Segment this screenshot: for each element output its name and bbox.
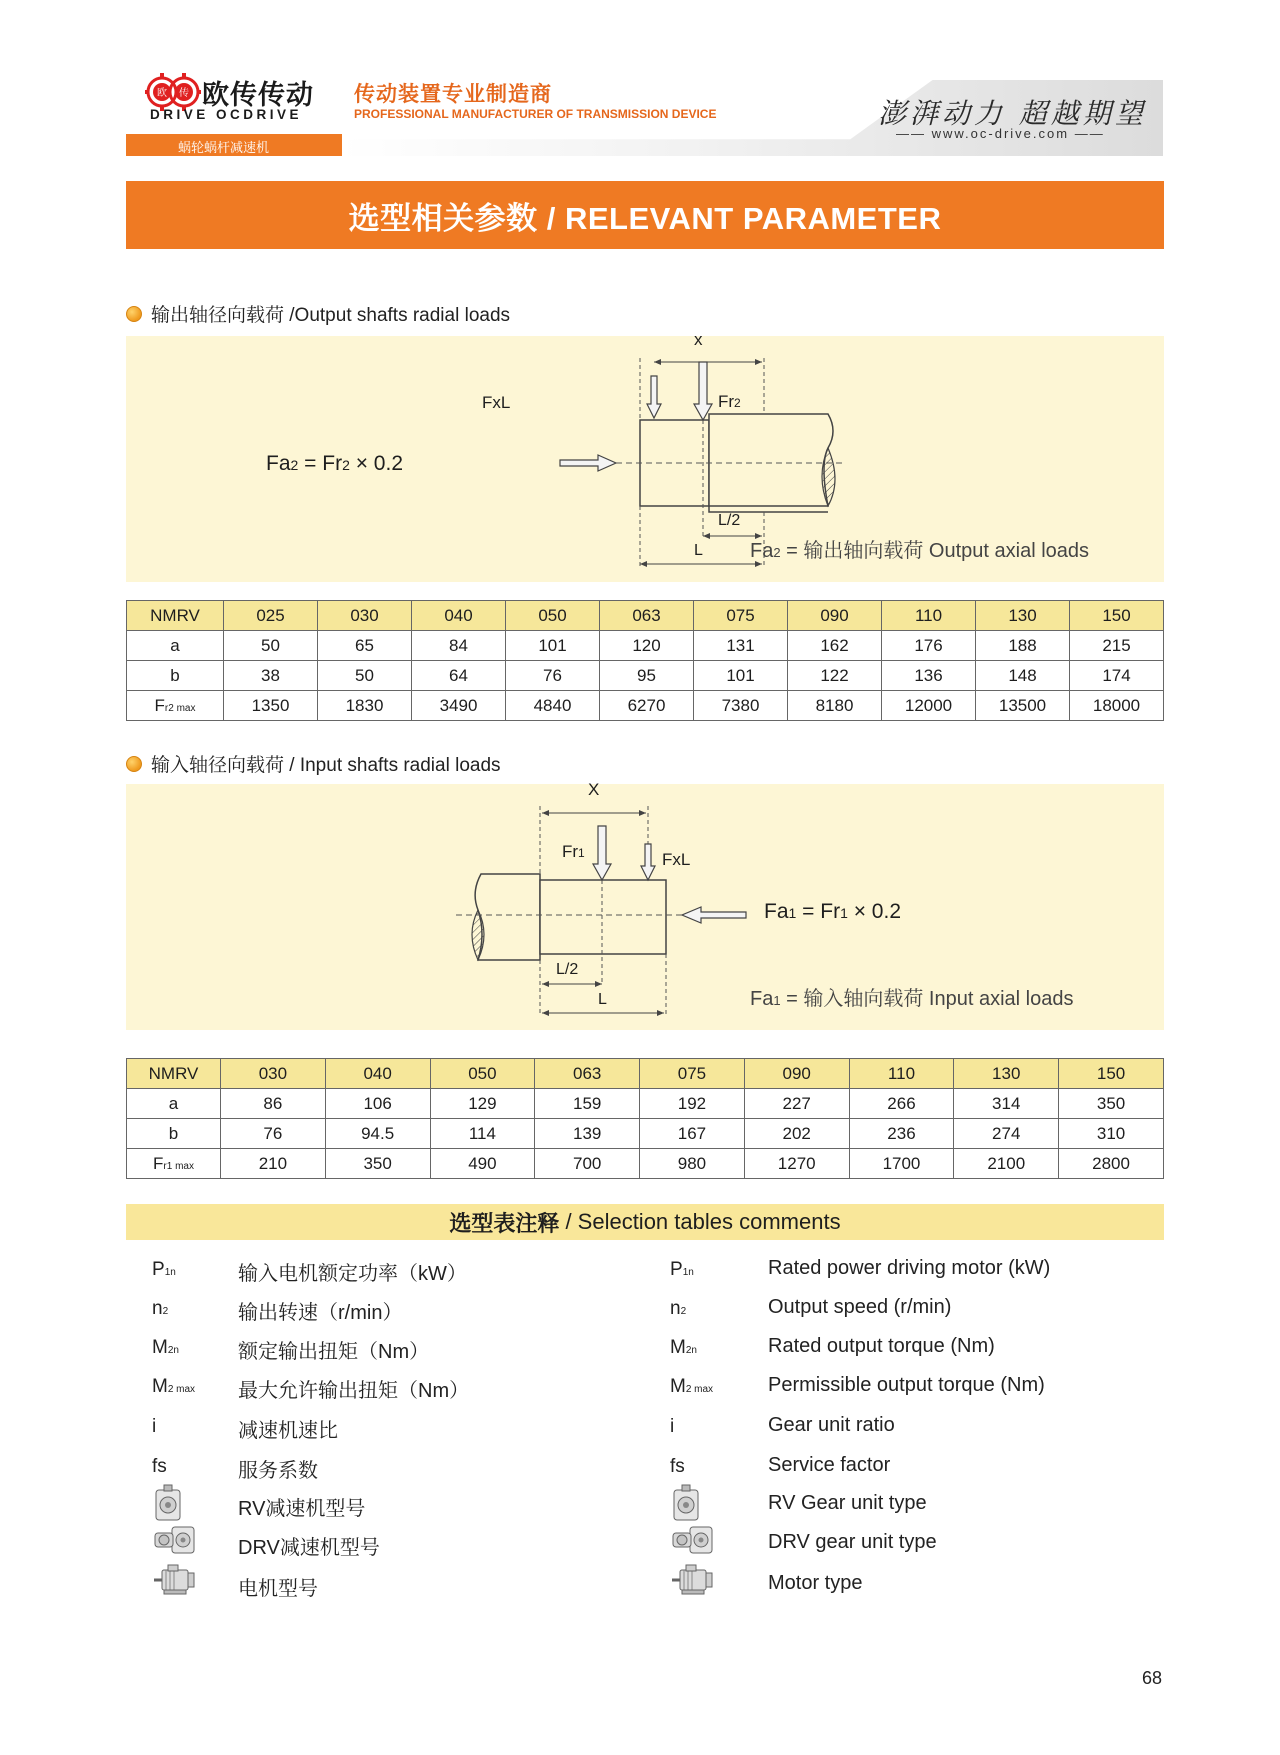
comment-description-en: Rated power driving motor (kW) xyxy=(768,1257,1051,1279)
table-cell: 76 xyxy=(506,661,600,691)
table-cell: 129 xyxy=(430,1089,535,1119)
comment-description-en: Service factor xyxy=(768,1454,891,1476)
input-note-a-sub: 1 xyxy=(773,993,781,1008)
brand-name-en: DRIVE OCDRIVE xyxy=(150,107,303,122)
comment-symbol xyxy=(670,1416,674,1438)
output_section-model-size: 090 xyxy=(788,601,882,631)
comment-symbol xyxy=(670,1337,697,1359)
drv-gearbox-icon xyxy=(670,1523,716,1565)
table-cell: 94.5 xyxy=(325,1119,430,1149)
comments-heading xyxy=(126,1204,1164,1240)
comment-description-cn: 电机型号 xyxy=(238,1578,318,1600)
output-note-b: = 输出轴向载荷 Output axial loads xyxy=(780,540,1090,562)
comment-symbol-sub: 1n xyxy=(682,1267,694,1278)
row-label-text: a xyxy=(170,635,180,655)
table-cell: 167 xyxy=(640,1119,745,1149)
output-fr-sub: 2 xyxy=(734,396,741,410)
input-axial-note xyxy=(750,982,1073,1011)
table-cell: 101 xyxy=(506,631,600,661)
row-label-text: F xyxy=(154,695,165,715)
table-cell: 700 xyxy=(535,1149,640,1179)
comment-symbol-sub: 1n xyxy=(164,1267,176,1278)
comment-symbol xyxy=(152,1376,195,1398)
bullet-icon xyxy=(126,756,142,772)
output-axial-equation xyxy=(266,452,403,476)
table-cell: 106 xyxy=(325,1089,430,1119)
input-note-b: = 输入轴向载荷 Input axial loads xyxy=(780,988,1074,1010)
input_section-model-size: 063 xyxy=(535,1059,640,1089)
comment-symbol xyxy=(152,1456,167,1478)
motor-icon xyxy=(152,1564,200,1604)
table-cell: 174 xyxy=(1070,661,1164,691)
website: —— www.oc-drive.com —— xyxy=(896,126,1105,141)
input_section-model-size: 110 xyxy=(849,1059,954,1089)
motor-icon xyxy=(152,1564,200,1598)
table-cell: 162 xyxy=(788,631,882,661)
table-cell: 215 xyxy=(1070,631,1164,661)
row-label xyxy=(127,1119,221,1149)
page-number: 68 xyxy=(1142,1668,1163,1688)
output-length-label: L xyxy=(694,542,703,559)
output-note-a-sub: 2 xyxy=(773,545,781,560)
comment-symbol-text: i xyxy=(670,1416,675,1437)
table-cell: 3490 xyxy=(412,691,506,721)
row-label xyxy=(127,661,224,691)
table-cell: 114 xyxy=(430,1119,535,1149)
input-loads-table xyxy=(126,1058,1164,1179)
input-x-label: X xyxy=(588,780,600,799)
input-eq-c: × 0.2 xyxy=(847,900,902,923)
output_section-model-size: 150 xyxy=(1070,601,1164,631)
table-cell: 236 xyxy=(849,1119,954,1149)
output_section-model-label: NMRV xyxy=(127,601,224,631)
comment-description-cn: 服务系数 xyxy=(238,1460,318,1482)
row-label-text: a xyxy=(168,1093,179,1113)
input_section-model-size: 075 xyxy=(640,1059,745,1089)
table-cell: 7380 xyxy=(694,691,788,721)
output_section-model-size: 050 xyxy=(506,601,600,631)
comment-symbol-text: M xyxy=(670,1337,686,1358)
row-label-text: b xyxy=(170,665,180,685)
output-eq-b-sub: 2 xyxy=(342,457,350,473)
table-row xyxy=(127,691,1164,721)
logo-letter-right: 传 xyxy=(179,88,189,99)
table-cell: 84 xyxy=(412,631,506,661)
table-cell: 490 xyxy=(430,1149,535,1179)
comment-symbol xyxy=(670,1376,713,1398)
input-fr-text: Fr xyxy=(562,842,579,861)
comments-heading-en: / Selection tables comments xyxy=(565,1209,841,1234)
row-label-sub: r2 max xyxy=(164,702,196,714)
comment-symbol-text: M xyxy=(152,1376,168,1397)
comment-symbol-sub: 2 max xyxy=(685,1384,714,1395)
table-cell: 18000 xyxy=(1070,691,1164,721)
comment-symbol-text: fs xyxy=(152,1456,167,1477)
comment-description-en: DRV gear unit type xyxy=(768,1531,937,1553)
input-eq-a: Fa xyxy=(764,900,789,923)
row-label xyxy=(127,631,224,661)
input_section-model-size: 040 xyxy=(325,1059,430,1089)
motor-icon xyxy=(670,1564,718,1604)
input-length-label: L xyxy=(598,991,607,1008)
input-diagram-panel xyxy=(126,780,1164,1030)
input_section-model-size: 050 xyxy=(430,1059,535,1089)
comment-description-cn: 减速机速比 xyxy=(238,1420,338,1442)
comment-description-en: Permissible output torque (Nm) xyxy=(768,1374,1045,1396)
output-axial-note xyxy=(750,534,1089,563)
table-cell: 6270 xyxy=(600,691,694,721)
row-label xyxy=(127,1149,221,1179)
table-cell: 310 xyxy=(1059,1119,1164,1149)
input-eq-a-sub: 1 xyxy=(788,905,797,921)
comment-symbol-text: M xyxy=(670,1376,686,1397)
input_section-model-size: 030 xyxy=(221,1059,326,1089)
output-eq-c: × 0.2 xyxy=(349,452,404,475)
tagline-en: PROFESSIONAL MANUFACTURER OF TRANSMISSION DEVICE xyxy=(354,107,717,121)
output-section-heading xyxy=(126,300,510,327)
row-label xyxy=(127,691,224,721)
row-label-text: b xyxy=(168,1123,179,1143)
input-fr-sub: 1 xyxy=(578,846,585,860)
output-section-heading-text: 输出轴径向载荷 /Output shafts radial loads xyxy=(151,305,511,326)
comment-description-en: Rated output torque (Nm) xyxy=(768,1335,995,1357)
table-row xyxy=(127,631,1164,661)
input_section-model-label: NMRV xyxy=(127,1059,221,1089)
table-row xyxy=(127,1089,1164,1119)
drv-gearbox-icon xyxy=(152,1523,198,1559)
comments-heading-cn: 选型表注释 xyxy=(449,1210,560,1236)
table-cell: 131 xyxy=(694,631,788,661)
comment-symbol-text: P xyxy=(670,1259,683,1280)
brand-name-cn: 欧传传动 xyxy=(202,80,314,110)
table-cell: 136 xyxy=(882,661,976,691)
comment-symbol-sub: 2 max xyxy=(167,1384,196,1395)
output_section-model-size: 130 xyxy=(976,601,1070,631)
category-bar xyxy=(126,134,342,156)
comment-symbol xyxy=(670,1298,686,1320)
table-cell: 1270 xyxy=(744,1149,849,1179)
table-cell: 95 xyxy=(600,661,694,691)
output-eq-a: Fa xyxy=(266,452,291,475)
table-cell: 12000 xyxy=(882,691,976,721)
table-cell: 1830 xyxy=(318,691,412,721)
output_section-header-row xyxy=(127,601,1164,631)
input_section-model-size: 090 xyxy=(744,1059,849,1089)
table-row xyxy=(127,1119,1164,1149)
comment-symbol-text: fs xyxy=(670,1456,685,1477)
table-cell: 13500 xyxy=(976,691,1070,721)
comment-symbol xyxy=(670,1259,694,1281)
comment-description-cn: 输出转速（r/min） xyxy=(238,1302,403,1324)
table-cell: 188 xyxy=(976,631,1070,661)
output_section-model-size: 063 xyxy=(600,601,694,631)
comment-symbol-sub: 2 xyxy=(162,1306,169,1317)
table-cell: 274 xyxy=(954,1119,1059,1149)
drv-gearbox-icon xyxy=(670,1523,716,1559)
input-section-heading-text: 输入轴径向载荷 / Input shafts radial loads xyxy=(151,755,501,776)
comment-description-cn: 最大允许输出扭矩（Nm） xyxy=(238,1380,470,1402)
output-fr-label xyxy=(718,392,741,412)
comment-description-en: Gear unit ratio xyxy=(768,1414,895,1436)
comment-symbol xyxy=(152,1337,179,1359)
table-cell: 210 xyxy=(221,1149,326,1179)
drv-gearbox-icon xyxy=(152,1523,198,1565)
output-half-length-label: L/2 xyxy=(718,512,741,529)
table-cell: 1700 xyxy=(849,1149,954,1179)
table-cell: 65 xyxy=(318,631,412,661)
table-cell: 202 xyxy=(744,1119,849,1149)
output-eq-a-sub: 2 xyxy=(290,457,299,473)
table-cell: 139 xyxy=(535,1119,640,1149)
table-row xyxy=(127,1149,1164,1179)
table-cell: 192 xyxy=(640,1089,745,1119)
table-cell: 350 xyxy=(1059,1089,1164,1119)
comment-symbol xyxy=(152,1259,176,1281)
input-eq-b: = Fr xyxy=(796,900,841,923)
comment-description-en: Output speed (r/min) xyxy=(768,1296,952,1318)
output-fxl-label: FxL xyxy=(482,393,511,412)
tagline-cn: 传动装置专业制造商 xyxy=(354,83,552,106)
comment-symbol xyxy=(670,1456,685,1478)
output-note-a: Fa xyxy=(750,540,774,562)
motor-icon xyxy=(670,1564,718,1598)
input-fr-label xyxy=(562,842,585,862)
input_section-model-size: 130 xyxy=(954,1059,1059,1089)
comment-symbol-text: M xyxy=(152,1337,168,1358)
comment-symbol xyxy=(152,1298,168,1320)
bullet-icon xyxy=(126,306,142,322)
output_section-model-size: 110 xyxy=(882,601,976,631)
comment-symbol-sub: 2n xyxy=(685,1345,697,1356)
comment-description-cn: 额定输出扭矩（Nm） xyxy=(238,1341,430,1363)
output_section-model-size: 025 xyxy=(224,601,318,631)
table-cell: 4840 xyxy=(506,691,600,721)
table-row xyxy=(127,661,1164,691)
table-cell: 86 xyxy=(221,1089,326,1119)
rv-gearbox-icon xyxy=(152,1484,184,1524)
slogan: 澎湃动力 超越期望 xyxy=(878,97,1147,130)
table-cell: 122 xyxy=(788,661,882,691)
table-cell: 120 xyxy=(600,631,694,661)
output_section-model-size: 075 xyxy=(694,601,788,631)
table-cell: 314 xyxy=(954,1089,1059,1119)
table-cell: 1350 xyxy=(224,691,318,721)
output_section-model-size: 040 xyxy=(412,601,506,631)
table-cell: 980 xyxy=(640,1149,745,1179)
table-cell: 50 xyxy=(318,661,412,691)
table-cell: 159 xyxy=(535,1089,640,1119)
comment-symbol-sub: 2 xyxy=(680,1306,687,1317)
comment-description-cn: RV减速机型号 xyxy=(238,1498,366,1520)
output-fr-text: Fr xyxy=(718,392,735,411)
input_section-model-size: 150 xyxy=(1059,1059,1164,1089)
comment-description-en: Motor type xyxy=(768,1572,863,1594)
table-cell: 266 xyxy=(849,1089,954,1119)
comment-symbol-text: n xyxy=(152,1298,163,1319)
output-diagram-panel xyxy=(126,330,1164,582)
table-cell: 76 xyxy=(221,1119,326,1149)
row-label-sub: r1 max xyxy=(163,1160,194,1172)
comment-description-cn: DRV减速机型号 xyxy=(238,1537,380,1559)
row-label-text: F xyxy=(153,1153,164,1173)
table-cell: 38 xyxy=(224,661,318,691)
table-cell: 2100 xyxy=(954,1149,1059,1179)
output_section-model-size: 030 xyxy=(318,601,412,631)
table-cell: 148 xyxy=(976,661,1070,691)
input_section-header-row xyxy=(127,1059,1164,1089)
table-cell: 176 xyxy=(882,631,976,661)
page-title: 选型相关参数 / RELEVANT PARAMETER xyxy=(126,181,1164,249)
table-cell: 2800 xyxy=(1059,1149,1164,1179)
row-label xyxy=(127,1089,221,1119)
output-loads-table xyxy=(126,600,1164,721)
input-section-heading xyxy=(126,750,501,777)
table-cell: 350 xyxy=(325,1149,430,1179)
logo-letter-left: 欧 xyxy=(157,88,167,99)
comment-symbol xyxy=(152,1416,156,1438)
comment-description-en: RV Gear unit type xyxy=(768,1492,927,1514)
input-half-length-label: L/2 xyxy=(556,961,579,978)
comment-symbol-text: i xyxy=(152,1416,157,1437)
rv-gearbox-icon xyxy=(670,1484,702,1524)
category-label: 蜗轮蜗杆减速机 xyxy=(178,140,270,155)
table-cell: 64 xyxy=(412,661,506,691)
output-eq-b: = Fr xyxy=(298,452,343,475)
input-fxl-label: FxL xyxy=(662,850,691,869)
input-eq-b-sub: 1 xyxy=(840,905,848,921)
output-x-label: x xyxy=(694,330,703,349)
input-axial-equation xyxy=(764,900,901,924)
comment-symbol-text: P xyxy=(152,1259,165,1280)
input-note-a: Fa xyxy=(750,988,774,1010)
table-cell: 8180 xyxy=(788,691,882,721)
table-cell: 50 xyxy=(224,631,318,661)
comment-description-cn: 输入电机额定功率（kW） xyxy=(238,1263,467,1285)
comment-symbol-text: n xyxy=(670,1298,681,1319)
table-cell: 227 xyxy=(744,1089,849,1119)
table-cell: 101 xyxy=(694,661,788,691)
comment-symbol-sub: 2n xyxy=(167,1345,179,1356)
